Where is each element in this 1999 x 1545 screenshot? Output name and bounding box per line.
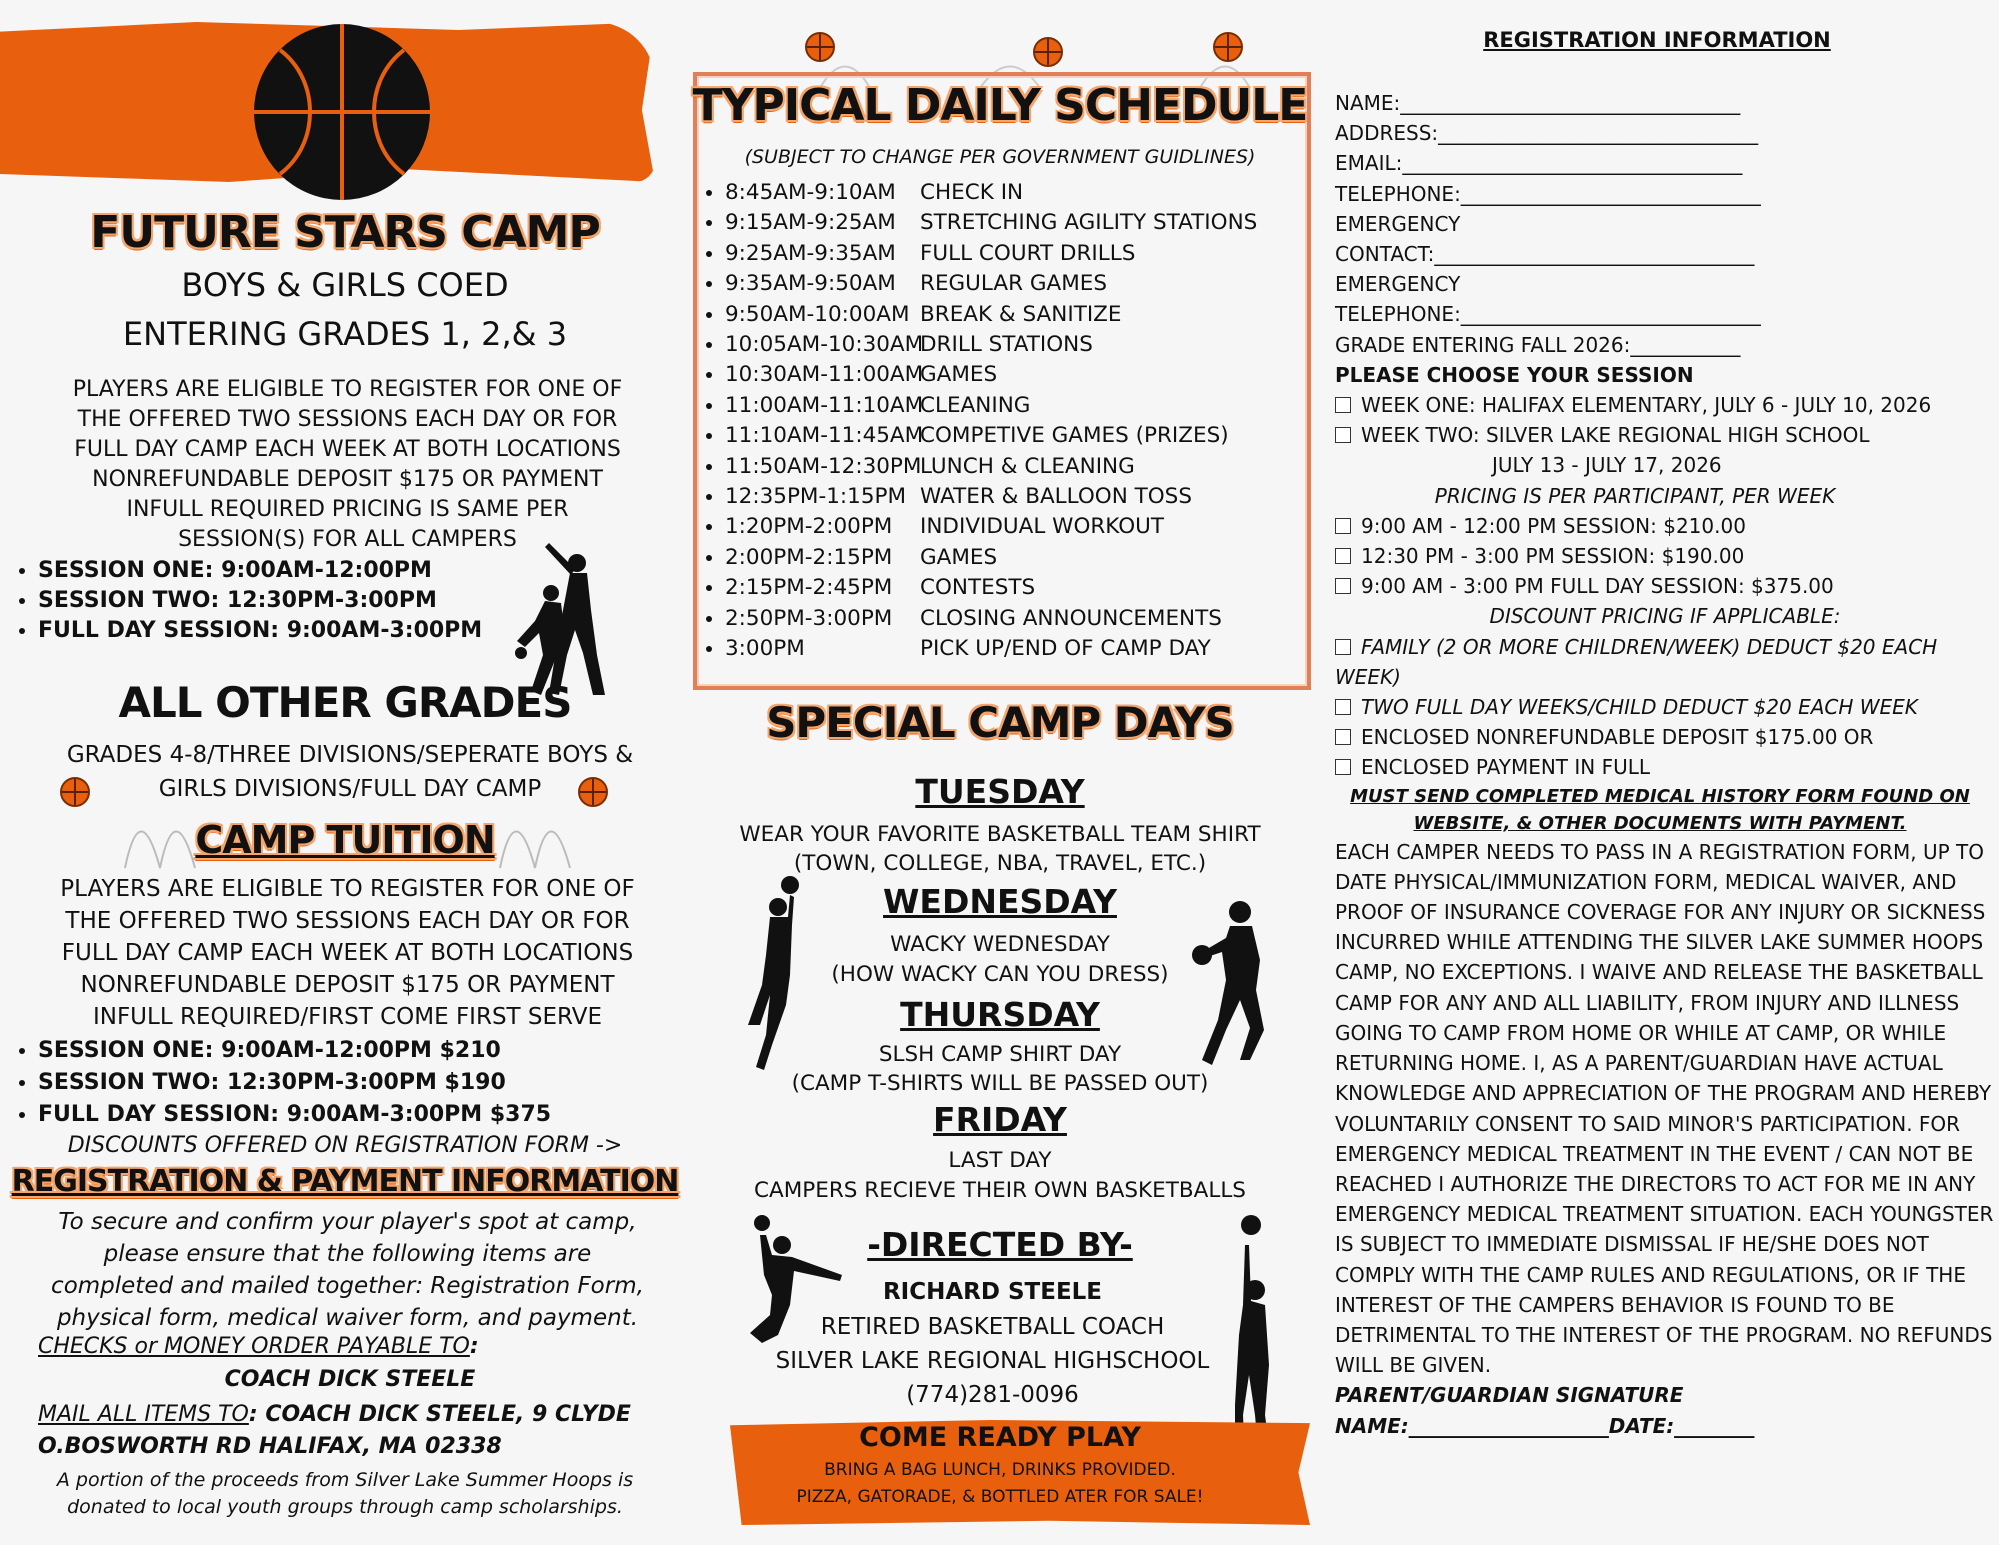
schedule-activity: STRETCHING AGILITY STATIONS [920, 210, 1258, 236]
middle-column [690, 0, 1315, 1545]
price-label: 9:00 AM - 12:00 PM SESSION: $210.00 [1361, 513, 1746, 538]
mail-label: MAIL ALL ITEMS TO [38, 1402, 249, 1427]
schedule-time: 9:35AM-9:50AM [725, 271, 896, 297]
payee-name: COACH DICK STEELE [224, 1367, 476, 1392]
schedule-activity: CONTESTS [920, 575, 1036, 601]
schedule-time: 10:30AM-11:00AM [725, 362, 924, 388]
price-option-afternoon[interactable] [1335, 541, 1995, 571]
schedule-time: 11:10AM-11:45AM [725, 423, 924, 449]
list-item [725, 330, 1335, 360]
telephone-field[interactable]: TELEPHONE:______________________________ [1335, 181, 1761, 206]
deposit-label: ENCLOSED NONREFUNDABLE DEPOSIT $175.00 OR [1361, 725, 1874, 750]
schedule-activity: REGULAR GAMES [920, 271, 1108, 297]
schedule-time: 1:20PM-2:00PM [725, 514, 893, 540]
discount-family-label: FAMILY (2 OR MORE CHILDREN/WEEK) DEDUCT $20 EACH WEEK) [1335, 634, 1938, 689]
list-item [725, 208, 1335, 238]
price-option-full-day[interactable] [1335, 571, 1995, 601]
day-tuesday-line2: (TOWN, COLLEGE, NBA, TRAVEL, ETC.) [793, 851, 1207, 876]
schedule-time: 2:00PM-2:15PM [725, 544, 893, 570]
list-item [725, 178, 1335, 208]
emergency-contact-field[interactable]: CONTACT:________________________________ [1335, 242, 1755, 267]
list-item: • FULL DAY SESSION: 9:00AM-3:00PM $375 [38, 1099, 688, 1131]
schedule-activity: CHECK IN [920, 180, 1024, 205]
emergency-telephone-field[interactable]: TELEPHONE:______________________________ [1335, 302, 1761, 327]
price-label: 12:30 PM - 3:00 PM SESSION: $190.00 [1361, 544, 1745, 569]
session-heading: PLEASE CHOOSE YOUR SESSION [1335, 362, 1694, 387]
email-field[interactable]: EMAIL:__________________________________ [1335, 151, 1743, 176]
checks-payable-line [38, 1334, 479, 1359]
deposit-option[interactable] [1335, 722, 1995, 752]
shooting-player-silhouette-icon [742, 875, 812, 1075]
week-two-dates: JULY 13 - JULY 17, 2026 [1492, 453, 1722, 478]
payment-in-full-option[interactable] [1335, 752, 1995, 782]
proceeds-note: A portion of the proceeds from Silver Lake Summer Hoops is donated to local youth groups through camp scholarships. [56, 1469, 634, 1518]
schedule-activity: DRILL STATIONS [920, 332, 1093, 358]
schedule-activity: CLEANING [920, 392, 1031, 418]
checkbox[interactable] [1335, 518, 1351, 534]
schedule-time: 2:15PM-2:45PM [725, 575, 893, 601]
day-wednesday: WEDNESDAY [883, 882, 1117, 921]
discount-heading: DISCOUNT PRICING IF APPLICABLE: [1489, 604, 1841, 629]
list-item [725, 573, 1335, 603]
other-grades-text: GRADES 4-8/THREE DIVISIONS/SEPERATE BOYS & GIRLS DIVISIONS/FULL DAY CAMP [66, 742, 634, 802]
directed-by-title: -DIRECTED BY- [867, 1225, 1133, 1264]
dribbling-player-silhouette-icon [1190, 900, 1280, 1070]
checkbox[interactable] [1335, 639, 1351, 655]
week-two-option[interactable] [1335, 420, 1995, 450]
schedule-time: 3:00PM [725, 636, 805, 662]
schedule-activity: COMPETIVE GAMES (PRIZES) [920, 423, 1229, 449]
list-item [725, 634, 1335, 664]
schedule-activity: GAMES [920, 362, 998, 388]
week-two-label: WEEK TWO: SILVER LAKE REGIONAL HIGH SCHOOL [1361, 423, 1870, 448]
director-school: SILVER LAKE REGIONAL HIGHSCHOOL [775, 1348, 1210, 1374]
special-days-title: SPECIAL CAMP DAYS [766, 698, 1234, 747]
schedule-activity: CLOSING ANNOUNCEMENTS [920, 605, 1222, 631]
mail-address-value: : COACH DICK STEELE, 9 CLYDE O.BOSWORTH RD HALIFAX, MA 02338 [38, 1402, 631, 1459]
discount-note: DISCOUNTS OFFERED ON REGISTRATION FORM -> [67, 1133, 623, 1158]
discount-family-option[interactable] [1335, 632, 1995, 692]
checkbox[interactable] [1335, 548, 1351, 564]
grade-entering-field[interactable]: GRADE ENTERING FALL 2026:___________ [1335, 332, 1741, 357]
other-grades-title: ALL OTHER GRADES [118, 678, 572, 727]
day-friday-line2: CAMPERS RECIEVE THEIR OWN BASKETBALLS [754, 1178, 1246, 1203]
discount-two-weeks-option[interactable] [1335, 692, 1995, 722]
list-item [725, 543, 1335, 573]
camp-subtitle-coed: BOYS & GIRLS COED [181, 266, 509, 304]
checkbox[interactable] [1335, 729, 1351, 745]
schedule-activity: BREAK & SANITIZE [920, 301, 1122, 327]
checkbox[interactable] [1335, 427, 1351, 443]
waiver-text: EACH CAMPER NEEDS TO PASS IN A REGISTRATION FORM, UP TO DATE PHYSICAL/IMMUNIZATION FORM, MEDICAL WAIVER, AND PROOF OF INSURANCE COVERAGE FOR ANY INJURY OR SICKNESS INCURRED WHILE ATTENDING THE SILVER LAKE SUMMER HOOPS CAMP, NO EXCEPTIONS. I WAIVE AND RELEASE THE BASKETBALL CAMP FOR ANY AND ALL LIABILITY, FROM INJURY AND ILLNESS GOING TO CAMP FROM HOME OR WHILE AT CAMP, OR WHILE RETURNING HOME. I, AS A PARENT/GUARDIAN HAVE ACTUAL KNOWLEDGE AND APPRECIATION OF THE PROGRAM AND HEREBY VOLUNTARILY CONSENT TO SAID MINOR'S PARTICIPATION. FOR EMERGENCY MEDICAL TREATMENT IN THE EVENT / CAN NOT BE REACHED I AUTHORIZE THE DIRECTORS TO ACT FOR ME IN ANY EMERGENCY MEDICAL TREATMENT SITUATION. EACH YOUNGSTER IS SUBJECT TO IMMEDIATE DISMISSAL IF HE/SHE DOES NOT COMPLY WITH THE CAMP RULES AND REGULATIONS, OR IF THE INTEREST OF THE CAMPERS BEHAVIOR IS FOUND TO BE DETRIMENTAL TO THE INTEREST OF THE PROGRAM. NO REFUNDS WILL BE GIVEN. [1335, 839, 1994, 1378]
basketball-icon [578, 777, 608, 807]
list-item [725, 391, 1335, 421]
list-item [725, 421, 1335, 451]
payment-info-title: REGISTRATION & PAYMENT INFORMATION [11, 1164, 679, 1199]
director-name: RICHARD STEELE [882, 1279, 1103, 1305]
week-one-label: WEEK ONE: HALIFAX ELEMENTARY, JULY 6 - JULY 10, 2026 [1361, 393, 1932, 418]
list-item: • SESSION ONE: 9:00AM-12:00PM [38, 556, 558, 586]
schedule-time: 8:45AM-9:10AM [725, 180, 896, 205]
camp-subtitle-grades: ENTERING GRADES 1, 2,& 3 [122, 315, 568, 353]
tuition-text: PLAYERS ARE ELIGIBLE TO REGISTER FOR ONE OF THE OFFERED TWO SESSIONS EACH DAY OR FOR FULL DAY CAMP EACH WEEK AT BOTH LOCATIONS NONREFUNDABLE DEPOSIT $175 OR PAYMENT INFULL REQUIRED/FIRST COME FIRST SERVE [60, 876, 635, 1030]
emergency-label: EMERGENCY [1335, 211, 1461, 236]
list-item: • SESSION ONE: 9:00AM-12:00PM $210 [38, 1035, 688, 1067]
session-list [0, 556, 558, 646]
schedule-list [690, 178, 1335, 665]
basketball-icon [60, 777, 90, 807]
schedule-activity: INDIVIDUAL WORKOUT [920, 514, 1165, 540]
basketball-icon [250, 20, 434, 204]
day-tuesday-line1: WEAR YOUR FAVORITE BASKETBALL TEAM SHIRT [739, 822, 1261, 847]
day-thursday: THURSDAY [900, 995, 1100, 1034]
tuition-list [0, 1035, 688, 1131]
day-wednesday-line2: (HOW WACKY CAN YOU DRESS) [831, 962, 1169, 987]
right-column [1315, 0, 1999, 1545]
eligibility-text: PLAYERS ARE ELIGIBLE TO REGISTER FOR ONE OF THE OFFERED TWO SESSIONS EACH DAY OR FOR FULL DAY CAMP EACH WEEK AT BOTH LOCATIONS NONREFUNDABLE DEPOSIT $175 OR PAYMENT INFULL REQUIRED PRICING IS SAME PER SESSION(S) FOR ALL CAMPERS [72, 377, 623, 552]
price-label: 9:00 AM - 3:00 PM FULL DAY SESSION: $375.00 [1361, 574, 1834, 599]
director-phone: (774)281-0096 [906, 1382, 1079, 1408]
schedule-time: 9:25AM-9:35AM [725, 240, 896, 266]
emergency-label-2: EMERGENCY [1335, 272, 1461, 297]
list-item [725, 300, 1335, 330]
list-item: • SESSION TWO: 12:30PM-3:00PM [38, 586, 558, 616]
name-field[interactable]: NAME:__________________________________ [1335, 91, 1741, 115]
pricing-note: PRICING IS PER PARTICIPANT, PER WEEK [1434, 483, 1836, 508]
price-option-morning[interactable] [1335, 511, 1995, 541]
day-tuesday: TUESDAY [915, 772, 1085, 811]
list-item [725, 482, 1335, 512]
signature-label: PARENT/GUARDIAN SIGNATURE [1335, 1383, 1684, 1408]
checkbox[interactable] [1335, 759, 1351, 775]
schedule-time: 9:50AM-10:00AM [725, 301, 910, 327]
schedule-activity: FULL COURT DRILLS [920, 240, 1136, 266]
director-role: RETIRED BASKETBALL COACH [820, 1314, 1165, 1340]
schedule-time: 10:05AM-10:30AM [725, 332, 924, 358]
day-friday: FRIDAY [933, 1100, 1067, 1139]
schedule-activity: LUNCH & CLEANING [920, 453, 1135, 479]
checkbox[interactable] [1335, 578, 1351, 594]
registration-fields [1335, 88, 1995, 1441]
payment-in-full-label: ENCLOSED PAYMENT IN FULL [1361, 755, 1651, 780]
list-item [725, 512, 1335, 542]
checks-payable-colon: : [469, 1334, 479, 1359]
list-item [725, 360, 1335, 390]
schedule-activity: WATER & BALLOON TOSS [920, 484, 1192, 510]
address-field[interactable]: ADDRESS:________________________________ [1335, 121, 1759, 146]
banner-line1: BRING A BAG LUNCH, DRINKS PROVIDED. [824, 1460, 1176, 1480]
schedule-activity: PICK UP/END OF CAMP DAY [920, 636, 1211, 662]
day-friday-line1: LAST DAY [948, 1148, 1052, 1173]
checkbox[interactable] [1335, 397, 1351, 413]
schedule-time: 11:00AM-11:10AM [725, 392, 924, 418]
left-column [0, 0, 690, 1545]
list-item [725, 269, 1335, 299]
list-item: • SESSION TWO: 12:30PM-3:00PM $190 [38, 1067, 688, 1099]
schedule-note: (SUBJECT TO CHANGE PER GOVERNMENT GUIDLINES) [744, 146, 1256, 168]
schedule-time: 12:35PM-1:15PM [725, 484, 907, 510]
registration-title: REGISTRATION INFORMATION [1483, 28, 1831, 52]
tuition-title: CAMP TUITION [195, 818, 495, 862]
day-wednesday-line1: WACKY WEDNESDAY [890, 932, 1110, 957]
day-thursday-line2: (CAMP T-SHIRTS WILL BE PASSED OUT) [791, 1071, 1209, 1096]
list-item [725, 452, 1335, 482]
camp-title: FUTURE STARS CAMP [90, 207, 600, 258]
checks-payable-label: CHECKS or MONEY ORDER PAYABLE TO [38, 1334, 470, 1359]
schedule-time: 11:50AM-12:30PM [725, 453, 922, 479]
list-item [725, 239, 1335, 269]
banner-line2: PIZZA, GATORADE, & BOTTLED ATER FOR SALE! [796, 1487, 1204, 1507]
schedule-activity: GAMES [920, 544, 998, 570]
checkbox[interactable] [1335, 699, 1351, 715]
mail-address [38, 1399, 638, 1463]
schedule-time: 2:50PM-3:00PM [725, 605, 893, 631]
banner-title: COME READY PLAY [859, 1422, 1141, 1453]
day-thursday-line1: SLSH CAMP SHIRT DAY [878, 1042, 1122, 1067]
payment-info-text: To secure and confirm your player's spot at camp, please ensure that the following items are completed and mailed together: Registration Form, physical form, medical waiver form, and payment. [51, 1209, 644, 1331]
signature-line[interactable]: NAME:____________________DATE:________ [1335, 1413, 1755, 1438]
medical-form-note: MUST SEND COMPLETED MEDICAL HISTORY FORM FOUND ON WEBSITE, & OTHER DOCUMENTS WITH PAYMENT. [1350, 785, 1970, 834]
schedule-time: 9:15AM-9:25AM [725, 210, 896, 236]
list-item [725, 604, 1335, 634]
schedule-title: TYPICAL DAILY SCHEDULE [692, 80, 1308, 131]
list-item: • FULL DAY SESSION: 9:00AM-3:00PM [38, 616, 558, 646]
discount-two-weeks-label: TWO FULL DAY WEEKS/CHILD DEDUCT $20 EACH WEEK [1361, 695, 1918, 720]
week-one-option[interactable] [1335, 390, 1995, 420]
